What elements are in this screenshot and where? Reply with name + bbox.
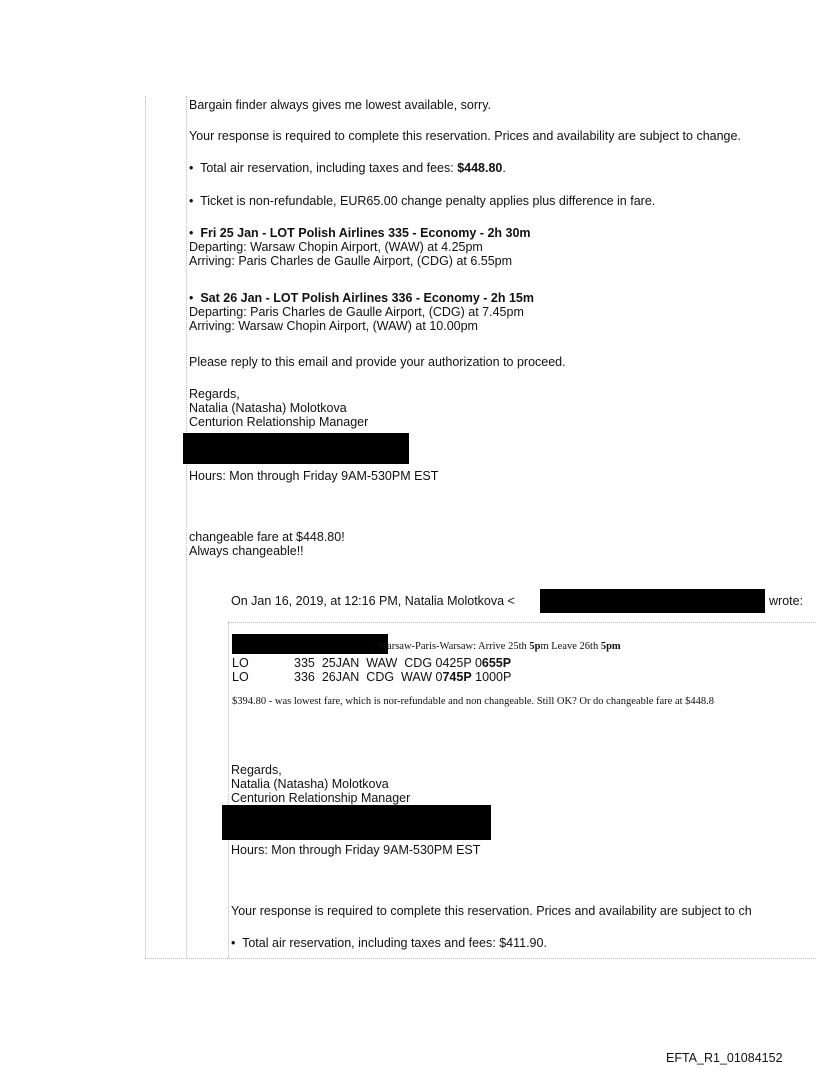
quoted-subject xyxy=(370,641,621,653)
bullet-total-reservation xyxy=(189,161,506,175)
quoted-regards: Regards, xyxy=(231,763,282,777)
subject-text-a: Warsaw-Paris-Warsaw: Arrive 25th xyxy=(377,641,530,652)
row2-from: CDG xyxy=(366,670,395,684)
bullet-dot: • xyxy=(189,291,201,305)
body-line-bargain: Bargain finder always gives me lowest available, sorry. xyxy=(189,98,491,112)
quoted-top-border xyxy=(228,622,816,623)
flight-2-arriving: Arriving: Warsaw Chopin Airport, (WAW) at 10.00pm xyxy=(189,319,478,333)
row2-date: 26JAN xyxy=(321,670,360,684)
flight-1-arriving: Arriving: Paris Charles de Gaulle Airport, (CDG) at 6.55pm xyxy=(189,254,513,268)
bullet-dot: • xyxy=(189,161,201,175)
itinerary-row-1 xyxy=(232,656,511,670)
row2-arrival: 1000P xyxy=(475,670,512,684)
row1-from: WAW xyxy=(366,656,398,670)
row1-flight-number: 335 xyxy=(294,656,315,670)
bullet-dot: • xyxy=(189,194,201,208)
bullet-non-refundable-text: Ticket is non-refundable, EUR65.00 change penalty applies plus difference in fare. xyxy=(200,194,656,208)
quoted-bullet-total xyxy=(231,936,547,950)
subject-bold-b: 5pm xyxy=(600,641,621,652)
row1-date: 25JAN xyxy=(321,656,360,670)
quoted-inner-border xyxy=(228,622,229,958)
outer-inner-border xyxy=(186,96,187,958)
signature-role: Centurion Relationship Manager xyxy=(189,415,369,429)
changeable-fare-line: changeable fare at $448.80! xyxy=(189,530,345,544)
bullet-dot: • xyxy=(231,936,243,950)
bullet-non-refundable xyxy=(189,194,655,208)
flight-2-departing: Departing: Paris Charles de Gaulle Airport, (CDG) at 7.45pm xyxy=(189,305,524,319)
redaction-email-address xyxy=(540,589,765,613)
outer-bottom-border xyxy=(145,958,816,959)
row1-departure: 0425P xyxy=(435,656,472,670)
flight-2-title-text: Sat 26 Jan - LOT Polish Airlines 336 - Economy - 2h 15m xyxy=(200,291,534,305)
bullet-total-text: Total air reservation, including taxes and fees: xyxy=(200,161,458,175)
flight-1-title xyxy=(189,226,531,240)
row2-departure-bold: 745P xyxy=(442,670,472,684)
flight-2-title xyxy=(189,291,534,305)
body-line-response-required: Your response is required to complete this reservation. Prices and availability are subject to change. xyxy=(189,129,741,143)
bullet-total-amount: $448.80 xyxy=(457,161,503,175)
please-reply: Please reply to this email and provide your authorization to proceed. xyxy=(189,355,566,369)
row1-to: CDG xyxy=(404,656,433,670)
quoted-hours: Hours: Mon through Friday 9AM-530PM EST xyxy=(231,843,481,857)
quoted-role: Centurion Relationship Manager xyxy=(231,791,411,805)
itinerary-row-2 xyxy=(232,670,511,684)
subject-text-b: m Leave 26th xyxy=(540,641,601,652)
quoted-header xyxy=(231,594,515,608)
row1-arrival-plain: 0 xyxy=(474,656,482,670)
row2-flight-number: 336 xyxy=(294,670,315,684)
row1-arrival-bold: 655P xyxy=(481,656,512,670)
quoted-header-wrote: wrote: xyxy=(769,594,804,608)
redaction-block xyxy=(183,433,409,464)
signature-name: Natalia (Natasha) Molotkova xyxy=(189,401,347,415)
bullet-dot: • xyxy=(189,226,201,240)
flight-1-departing: Departing: Warsaw Chopin Airport, (WAW) at 4.25pm xyxy=(189,240,483,254)
row2-departure-plain: 0 xyxy=(435,670,443,684)
redaction-quoted-contact xyxy=(222,805,491,840)
document-id: EFTA_R1_01084152 xyxy=(666,1051,783,1065)
row2-to: WAW xyxy=(401,670,433,684)
quoted-name: Natalia (Natasha) Molotkova xyxy=(231,777,389,791)
signature-regards: Regards, xyxy=(189,387,240,401)
subject-bold-a: 5p xyxy=(529,641,541,652)
bullet-total-suffix: . xyxy=(502,161,506,175)
flight-1-title-text: Fri 25 Jan - LOT Polish Airlines 335 - Economy - 2h 30m xyxy=(200,226,531,240)
redaction-subject-prefix xyxy=(232,634,388,654)
quoted-response-required: Your response is required to complete this reservation. Prices and availability are subject to ch xyxy=(231,904,752,918)
quoted-bullet-total-text: Total air reservation, including taxes and fees: $411.90. xyxy=(242,936,547,950)
subject-colon: : xyxy=(370,641,373,652)
always-changeable-line: Always changeable!! xyxy=(189,544,304,558)
quoted-header-prefix: On Jan 16, 2019, at 12:16 PM, Natalia Molotkova < xyxy=(231,594,515,608)
row1-airline: LO xyxy=(232,656,249,670)
outer-left-border xyxy=(145,96,146,958)
quoted-fare-note: $394.80 - was lowest fare, which is nor-refundable and non changeable. Still OK? Or do changeable fare at $448.8 xyxy=(232,696,715,707)
signature-hours: Hours: Mon through Friday 9AM-530PM EST xyxy=(189,469,439,483)
row2-airline: LO xyxy=(232,670,249,684)
